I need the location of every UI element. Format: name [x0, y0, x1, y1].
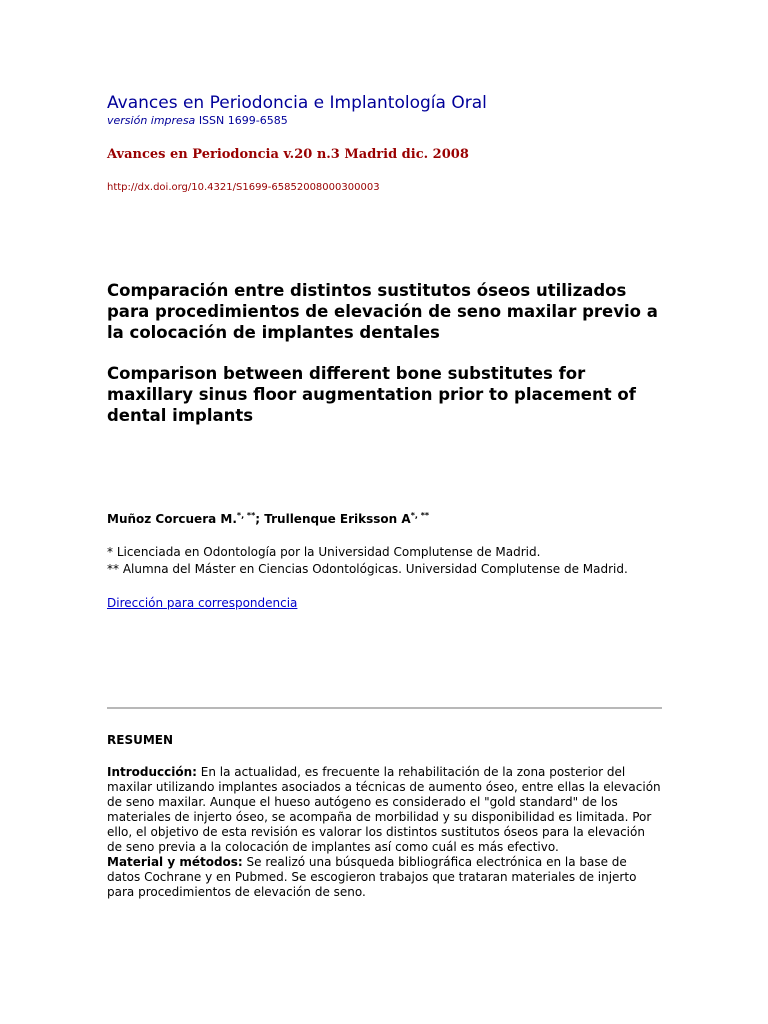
version-line — [107, 114, 288, 127]
resumen-heading: RESUMEN — [107, 733, 174, 747]
issn: ISSN 1699-6585 — [198, 114, 288, 127]
methods-text: Se realizó una búsqueda bibliográfica electrónica en la base de datos Cochrane y en Pubmed. Se escogieron trabajos que trataran materiales de injerto para procedimientos de elevación de seno. — [107, 855, 637, 899]
affiliation-2: ** Alumna del Máster en Ciencias Odontológicas. Universidad Complutense de Madrid. — [107, 562, 628, 576]
intro-label: Introducción: — [107, 765, 197, 779]
author-line — [107, 511, 429, 526]
methods-label: Material y métodos: — [107, 855, 243, 869]
author-2: Trullenque Eriksson A — [264, 512, 411, 526]
version-label: versión impresa — [107, 114, 196, 127]
author-2-marks: *, ** — [410, 511, 430, 520]
abstract-text — [107, 765, 662, 900]
correspondence-link[interactable]: Dirección para correspondencia — [107, 596, 298, 610]
author-separator: ; — [255, 512, 265, 526]
issue-line: Avances en Periodoncia v.20 n.3 Madrid dic. 2008 — [107, 147, 469, 162]
journal-title: Avances en Periodoncia e Implantología Oral — [107, 93, 487, 113]
article-title-es: Comparación entre distintos sustitutos óseos utilizados para procedimientos de elevación de seno maxilar previo a la colocación de implantes dentales — [107, 281, 658, 342]
doi-line: http://dx.doi.org/10.4321/S1699-65852008000300003 — [107, 182, 380, 193]
section-divider — [107, 707, 662, 709]
affiliation-1: * Licenciada en Odontología por la Universidad Complutense de Madrid. — [107, 545, 541, 559]
author-1-marks: *, ** — [236, 511, 256, 520]
intro-text: En la actualidad, es frecuente la rehabilitación de la zona posterior del maxilar utilizando implantes asociados a técnicas de aumento óseo, entre ellas la elevación de seno maxilar. Aunque el hueso autógeno es considerado el "gold standard" de los materiales de injerto óseo, se acompaña de morbilidad y su disponibilidad es limitada. Por ello, el objetivo de esta revisión es valorar los distintos sustitutos óseos para la elevación de seno previa a la colocación de implantes así como cuál es más efectivo. — [107, 765, 661, 854]
article-title-en: Comparison between different bone substitutes for maxillary sinus floor augmentation prior to placement of dental implants — [107, 364, 636, 425]
author-1: Muñoz Corcuera M. — [107, 512, 237, 526]
